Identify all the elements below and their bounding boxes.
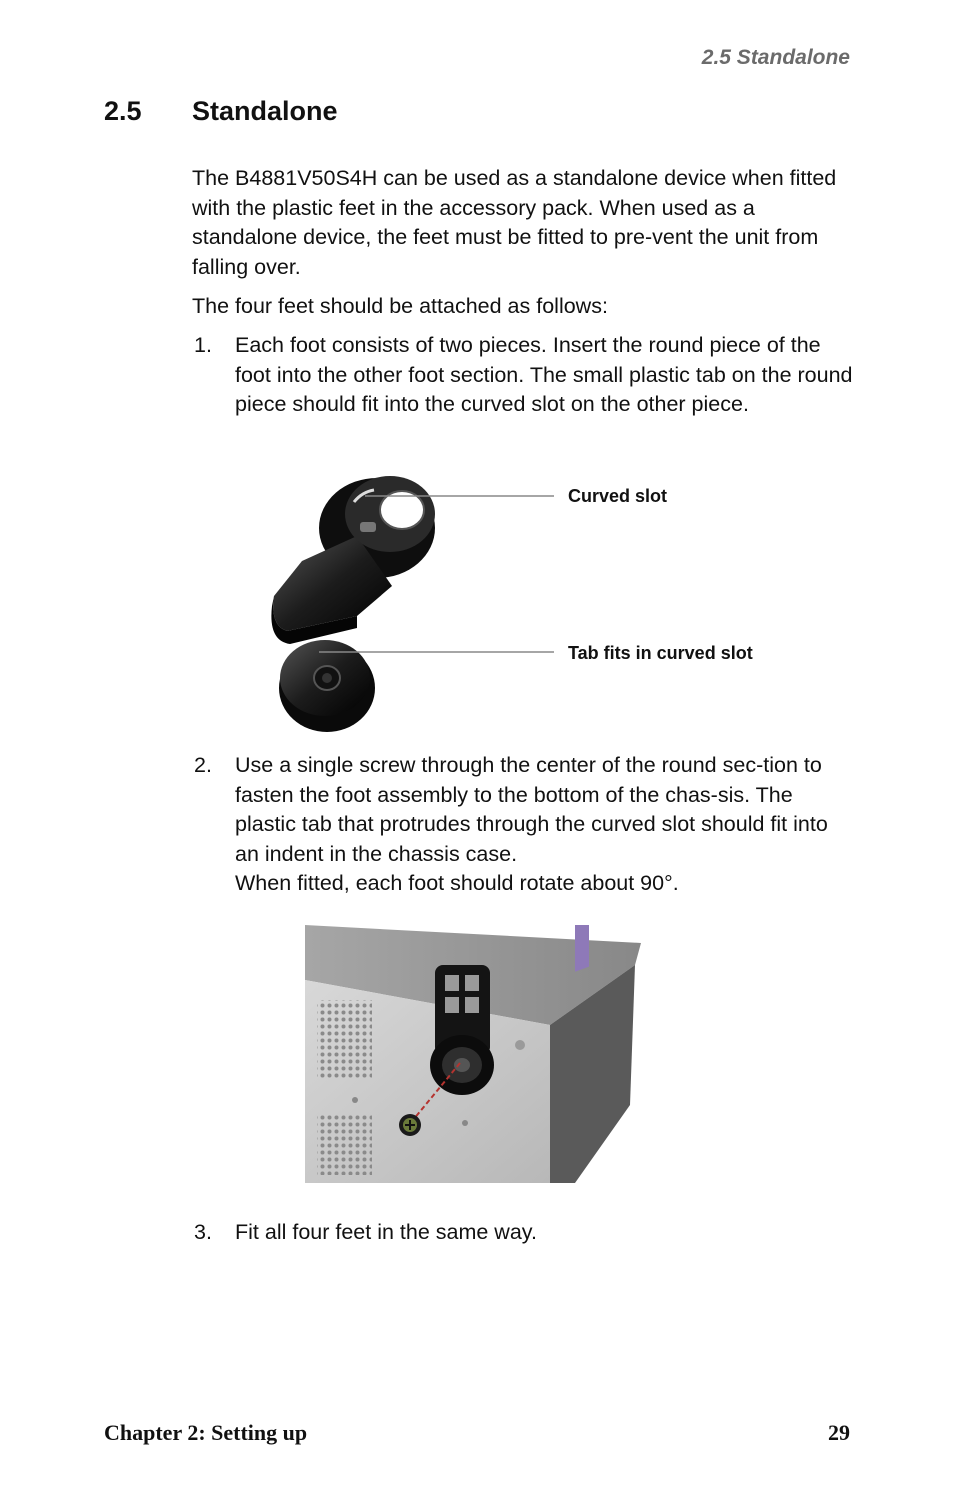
step-number: 1. xyxy=(194,333,212,357)
foot-pieces-figure xyxy=(262,466,782,736)
foot-round-piece xyxy=(279,640,375,732)
running-header: 2.5 Standalone xyxy=(701,46,850,69)
foot-slot-piece xyxy=(271,476,435,644)
step-1 xyxy=(192,331,857,420)
intro-paragraph: The B4881V50S4H can be used as a standalone device when fitted with the plastic feet in the accessory pack. When used as a standalone device, the feet must be fitted to pre-vent the unit from falling over. xyxy=(192,166,837,279)
mounted-foot xyxy=(430,965,494,1095)
footer-page-number: 29 xyxy=(828,1420,850,1445)
callout-curved-slot: Curved slot xyxy=(568,486,668,506)
attach-paragraph: The four feet should be attached as follows: xyxy=(192,294,608,318)
step-number: 3. xyxy=(194,1220,212,1244)
step-text: Fit all four feet in the same way. xyxy=(235,1220,537,1244)
chassis-foot-figure xyxy=(305,925,641,1185)
section-title xyxy=(104,96,338,127)
step-text: Each foot consists of two pieces. Insert the round piece of the foot into the other foot section. The small plastic tab on the round piece should fit into the curved slot on the other piece. xyxy=(235,333,853,416)
step-text: Use a single screw through the center of the round sec-tion to fasten the foot assembly to the bottom of the chas-sis. The plastic tab that protrudes through the curved slot should fit into an indent in the chassis case. xyxy=(235,753,828,866)
callout-tab-fits: Tab fits in curved slot xyxy=(568,643,753,663)
step-2 xyxy=(192,751,857,899)
step-note: When fitted, each foot should rotate about 90°. xyxy=(235,871,679,895)
section-title-text: Standalone xyxy=(192,96,338,126)
screw-icon xyxy=(399,1114,421,1136)
step-3 xyxy=(192,1218,857,1248)
footer-chapter: Chapter 2: Setting up xyxy=(104,1420,308,1445)
step-number: 2. xyxy=(194,753,212,777)
section-number: 2.5 xyxy=(104,96,142,126)
